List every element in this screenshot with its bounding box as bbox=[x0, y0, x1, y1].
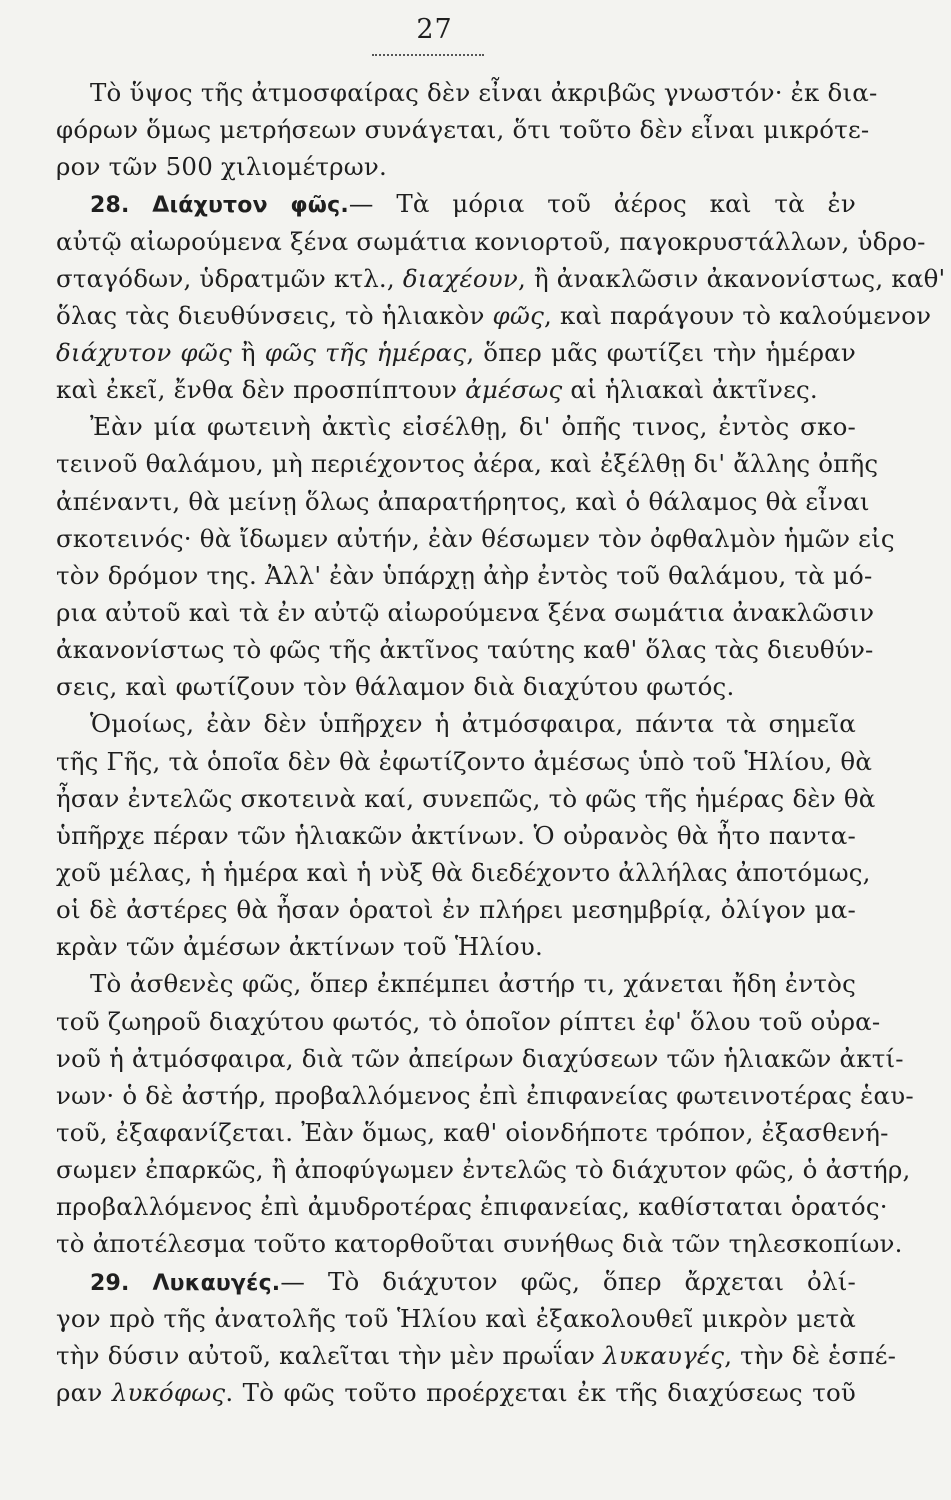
text-line: νων· ὁ δὲ ἀστήρ, προβαλλόμενος ἐπὶ ἐπιφανείας φωτεινοτέρας ἑαυ- bbox=[56, 1080, 914, 1110]
text-line: οἱ δὲ ἀστέρες θὰ ἦσαν ὁρατοὶ ἐν πλήρει μεσημβρίᾳ, ὀλίγον μα- bbox=[56, 895, 856, 925]
text-line: φόρων ὅμως μετρήσεων συνάγεται, ὅτι τοῦτο δὲν εἶναι μικρότε- bbox=[56, 115, 870, 145]
section-number: 28. bbox=[90, 193, 130, 219]
text-line: ἀκανονίστως τὸ φῶς τῆς ἀκτῖνος ταύτης καθ' ὅλας τὰς διευθύν- bbox=[56, 635, 874, 665]
text-line: τοῦ ζωηροῦ διαχύτου φωτός, τὸ ὁποῖον ρίπτει ἐφ' ὅλου τοῦ οὐρα- bbox=[56, 1006, 881, 1036]
body-text bbox=[56, 74, 946, 1411]
text-line: γον πρὸ τῆς ἀνατολῆς τοῦ Ἡλίου καὶ ἐξακολουθεῖ μικρὸν μετὰ bbox=[56, 1303, 856, 1333]
text-line: ρια αὐτοῦ καὶ τὰ ἐν αὐτῷ αἰωρούμενα ξένα σωμάτια ἀνακλῶσιν bbox=[56, 597, 875, 627]
text-line: νοῦ ἡ ἀτμόσφαιρα, διὰ τῶν ἀπείρων διαχύσεων τῶν ἡλιακῶν ἀκτί- bbox=[56, 1043, 904, 1073]
text-line: τοῦ, ἐξαφανίζεται. Ἐὰν ὅμως, καθ' οἱονδήποτε τρόπον, ἐξασθενή- bbox=[56, 1117, 889, 1147]
text-line: αὐτῷ αἰωρούμενα ξένα σωμάτια κονιορτοῦ, παγοκρυστάλλων, ὑδρο- bbox=[56, 226, 926, 256]
section-title: Διάχυτον φῶς. bbox=[152, 193, 349, 219]
text-line: σταγόδων, ὑδρατμῶν κτλ., διαχέουν, ἢ ἀνακλῶσιν ἀκανονίστως, καθ' bbox=[56, 263, 946, 293]
header-rule bbox=[372, 54, 484, 56]
text-line: τὴν δύσιν αὐτοῦ, καλεῖται τὴν μὲν πρωΐαν λυκαυγές, τὴν δὲ ἑσπέ- bbox=[56, 1340, 897, 1370]
page-number: 27 bbox=[416, 14, 453, 45]
section-number: 29. bbox=[90, 1270, 130, 1296]
text-line: χοῦ μέλας, ἡ ἡμέρα καὶ ἡ νὺξ θὰ διεδέχοντο ἀλλήλας ἀποτόμως, bbox=[56, 857, 871, 887]
text-line: καὶ ἐκεῖ, ἔνθα δὲν προσπίπτουν ἀμέσως αἱ ἡλιακαὶ ἀκτῖνες. bbox=[56, 375, 818, 405]
section-heading-line: 29. Λυκαυγές.— Τὸ διάχυτον φῶς, ὅπερ ἄρχεται ὀλί- bbox=[90, 1266, 856, 1296]
text-line: κρὰν τῶν ἀμέσων ἀκτίνων τοῦ Ἡλίου. bbox=[56, 932, 543, 962]
text-line: προβαλλόμενος ἐπὶ ἀμυδροτέρας ἐπιφανείας, καθίσταται ὁρατός· bbox=[56, 1192, 888, 1222]
text-line: ὅλας τὰς διευθύνσεις, τὸ ἡλιακὸν φῶς, καὶ παράγουν τὸ καλούμενον bbox=[56, 300, 932, 330]
text-line: ρον τῶν 500 χιλιομέτρων. bbox=[56, 152, 387, 182]
text-line: Ἐὰν μία φωτεινὴ ἀκτὶς εἰσέλθῃ, δι' ὀπῆς τινος, ἐντὸς σκο- bbox=[90, 412, 856, 442]
text-line: τεινοῦ θαλάμου, μὴ περιέχοντος ἀέρα, καὶ ἐξέλθῃ δι' ἄλλης ὀπῆς bbox=[56, 449, 879, 479]
text-line: Τὸ ὕψος τῆς ἀτμοσφαίρας δὲν εἶναι ἀκριβῶς γνωστόν· ἐκ δια- bbox=[90, 78, 878, 107]
text-line: Τὸ ἀσθενὲς φῶς, ὅπερ ἐκπέμπει ἀστήρ τι, χάνεται ἤδη ἐντὸς bbox=[90, 969, 856, 999]
text-line: τὸν δρόμον της. Ἀλλ' ἐὰν ὑπάρχῃ ἀὴρ ἐντὸς τοῦ θαλάμου, τὰ μό- bbox=[56, 560, 873, 590]
text-line: διάχυτον φῶς ἢ φῶς τῆς ἡμέρας, ὅπερ μᾶς φωτίζει τὴν ἡμέραν bbox=[56, 337, 857, 367]
section-heading-line: 28. Διάχυτον φῶς.— Τὰ μόρια τοῦ ἀέρος καὶ τὰ ἐν bbox=[90, 189, 856, 219]
text-line: ραν λυκόφως. Τὸ φῶς τοῦτο προέρχεται ἐκ τῆς διαχύσεως τοῦ bbox=[56, 1377, 856, 1407]
text-line: σκοτεινός· θὰ ἴδωμεν αὐτήν, ἐὰν θέσωμεν τὸν ὀφθαλμὸν ἡμῶν εἰς bbox=[56, 523, 895, 553]
text-line: τῆς Γῆς, τὰ ὁποῖα δὲν θὰ ἐφωτίζοντο ἀμέσως ὑπὸ τοῦ Ἡλίου, θὰ bbox=[56, 746, 873, 776]
text-line: σεις, καὶ φωτίζουν τὸν θάλαμον διὰ διαχύτου φωτός. bbox=[56, 672, 735, 702]
text-line: σωμεν ἐπαρκῶς, ἢ ἀποφύγωμεν ἐντελῶς τὸ διάχυτον φῶς, ὁ ἀστήρ, bbox=[56, 1155, 911, 1185]
text-line: τὸ ἀποτέλεσμα τοῦτο κατορθοῦται συνήθως διὰ τῶν τηλεσκοπίων. bbox=[56, 1229, 903, 1259]
section-title: Λυκαυγές. bbox=[152, 1270, 281, 1296]
text-line: ἀπέναντι, θὰ μείνῃ ὅλως ἀπαρατήρητος, καὶ ὁ θάλαμος θὰ εἶναι bbox=[56, 486, 870, 516]
text-line: ἦσαν ἐντελῶς σκοτεινὰ καί, συνεπῶς, τὸ φῶς τῆς ἡμέρας δὲν θὰ bbox=[56, 783, 876, 813]
text-line: Ὁμοίως, ἐὰν δὲν ὑπῆρχεν ἡ ἀτμόσφαιρα, πάντα τὰ σημεῖα bbox=[90, 709, 856, 739]
text-line: ὑπῆρχε πέραν τῶν ἡλιακῶν ἀκτίνων. Ὁ οὐρανὸς θὰ ἦτο παντα- bbox=[56, 820, 856, 850]
